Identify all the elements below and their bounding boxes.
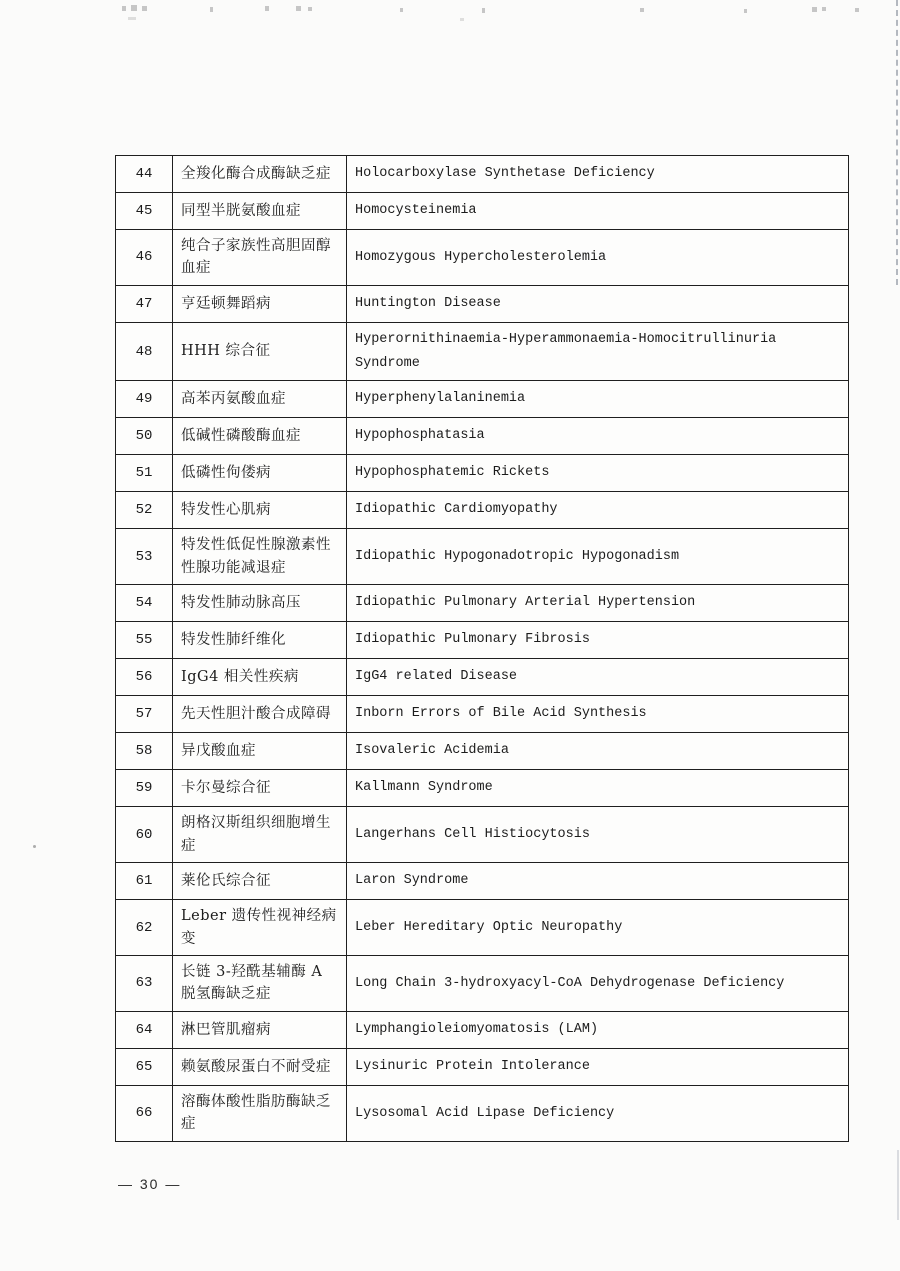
- disease-name-english: Hyperornithinaemia-Hyperammonaemia-Homocitrullinuria Syndrome: [347, 322, 849, 380]
- disease-name-chinese: 低磷性佝偻病: [173, 455, 347, 492]
- disease-name-chinese: IgG4 相关性疾病: [173, 659, 347, 696]
- row-number: 58: [116, 733, 173, 770]
- table-row: [116, 492, 849, 529]
- row-number: 57: [116, 696, 173, 733]
- row-number: 49: [116, 381, 173, 418]
- disease-name-chinese: 低碱性磷酸酶血症: [173, 418, 347, 455]
- disease-name-chinese: 异戊酸血症: [173, 733, 347, 770]
- table-row: [116, 807, 849, 863]
- table-row: [116, 733, 849, 770]
- disease-name-chinese: 同型半胱氨酸血症: [173, 193, 347, 230]
- disease-name-english: Homocysteinemia: [347, 193, 849, 230]
- row-number: 48: [116, 322, 173, 380]
- table-row: [116, 156, 849, 193]
- table-row: [116, 956, 849, 1012]
- disease-name-english: Leber Hereditary Optic Neuropathy: [347, 900, 849, 956]
- disease-name-english: Isovaleric Acidemia: [347, 733, 849, 770]
- disease-name-english: Lysinuric Protein Intolerance: [347, 1048, 849, 1085]
- disease-name-english: Idiopathic Cardiomyopathy: [347, 492, 849, 529]
- row-number: 50: [116, 418, 173, 455]
- row-number: 65: [116, 1048, 173, 1085]
- table-row: [116, 193, 849, 230]
- disease-name-chinese: 莱伦氏综合征: [173, 863, 347, 900]
- scanner-edge-artifact: [896, 0, 898, 285]
- disease-name-chinese: 卡尔曼综合征: [173, 770, 347, 807]
- disease-name-english: Idiopathic Pulmonary Arterial Hypertension: [347, 585, 849, 622]
- row-number: 63: [116, 956, 173, 1012]
- row-number: 53: [116, 529, 173, 585]
- rare-disease-table: [115, 155, 849, 1142]
- disease-name-chinese: 特发性心肌病: [173, 492, 347, 529]
- disease-name-chinese: 赖氨酸尿蛋白不耐受症: [173, 1048, 347, 1085]
- row-number: 54: [116, 585, 173, 622]
- row-number: 45: [116, 193, 173, 230]
- disease-name-chinese: 朗格汉斯组织细胞增生症: [173, 807, 347, 863]
- row-number: 51: [116, 455, 173, 492]
- table-row: [116, 1085, 849, 1141]
- disease-name-english: Inborn Errors of Bile Acid Synthesis: [347, 696, 849, 733]
- disease-name-english: Lysosomal Acid Lipase Deficiency: [347, 1085, 849, 1141]
- table-row: [116, 622, 849, 659]
- disease-name-english: IgG4 related Disease: [347, 659, 849, 696]
- disease-name-chinese: 特发性肺纤维化: [173, 622, 347, 659]
- disease-name-chinese: 高苯丙氨酸血症: [173, 381, 347, 418]
- row-number: 60: [116, 807, 173, 863]
- table-row: [116, 529, 849, 585]
- disease-name-english: Hypophosphatasia: [347, 418, 849, 455]
- row-number: 62: [116, 900, 173, 956]
- disease-name-english: Holocarboxylase Synthetase Deficiency: [347, 156, 849, 193]
- disease-name-english: Kallmann Syndrome: [347, 770, 849, 807]
- disease-name-chinese: 长链 3-羟酰基辅酶 A 脱氢酶缺乏症: [173, 956, 347, 1012]
- row-number: 46: [116, 230, 173, 286]
- disease-name-english: Hyperphenylalaninemia: [347, 381, 849, 418]
- row-number: 47: [116, 285, 173, 322]
- disease-name-chinese: 纯合子家族性高胆固醇血症: [173, 230, 347, 286]
- disease-name-chinese: 淋巴管肌瘤病: [173, 1011, 347, 1048]
- table-row: [116, 659, 849, 696]
- table-row: [116, 863, 849, 900]
- disease-name-english: Laron Syndrome: [347, 863, 849, 900]
- page-number: — 30 —: [118, 1176, 182, 1192]
- row-number: 66: [116, 1085, 173, 1141]
- disease-name-english: Idiopathic Hypogonadotropic Hypogonadism: [347, 529, 849, 585]
- table-row: [116, 585, 849, 622]
- disease-name-chinese: HHH 综合征: [173, 322, 347, 380]
- table-row: [116, 1048, 849, 1085]
- table-row: [116, 900, 849, 956]
- table-row: [116, 230, 849, 286]
- table-row: [116, 696, 849, 733]
- scan-noise-strip: [0, 4, 900, 18]
- table-row: [116, 322, 849, 380]
- disease-name-chinese: 亨廷顿舞蹈病: [173, 285, 347, 322]
- table-row: [116, 1011, 849, 1048]
- table-row: [116, 285, 849, 322]
- row-number: 59: [116, 770, 173, 807]
- disease-name-english: Long Chain 3-hydroxyacyl-CoA Dehydrogenase Deficiency: [347, 956, 849, 1012]
- table-row: [116, 418, 849, 455]
- disease-name-chinese: 全羧化酶合成酶缺乏症: [173, 156, 347, 193]
- disease-name-english: Hypophosphatemic Rickets: [347, 455, 849, 492]
- stray-ink-dot: [33, 845, 36, 848]
- table-row: [116, 770, 849, 807]
- table-row: [116, 455, 849, 492]
- disease-name-chinese: 特发性低促性腺激素性性腺功能减退症: [173, 529, 347, 585]
- row-number: 64: [116, 1011, 173, 1048]
- disease-name-chinese: 溶酶体酸性脂肪酶缺乏症: [173, 1085, 347, 1141]
- disease-name-english: Idiopathic Pulmonary Fibrosis: [347, 622, 849, 659]
- disease-name-chinese: Leber 遗传性视神经病变: [173, 900, 347, 956]
- row-number: 56: [116, 659, 173, 696]
- disease-name-english: Lymphangioleiomyomatosis (LAM): [347, 1011, 849, 1048]
- row-number: 55: [116, 622, 173, 659]
- row-number: 52: [116, 492, 173, 529]
- disease-name-chinese: 先天性胆汁酸合成障碍: [173, 696, 347, 733]
- table-row: [116, 381, 849, 418]
- scanner-edge-artifact-lower: [897, 1150, 899, 1220]
- disease-name-english: Langerhans Cell Histiocytosis: [347, 807, 849, 863]
- row-number: 44: [116, 156, 173, 193]
- disease-name-english: Homozygous Hypercholesterolemia: [347, 230, 849, 286]
- disease-name-english: Huntington Disease: [347, 285, 849, 322]
- disease-name-chinese: 特发性肺动脉高压: [173, 585, 347, 622]
- disease-table-body: [116, 156, 849, 1142]
- row-number: 61: [116, 863, 173, 900]
